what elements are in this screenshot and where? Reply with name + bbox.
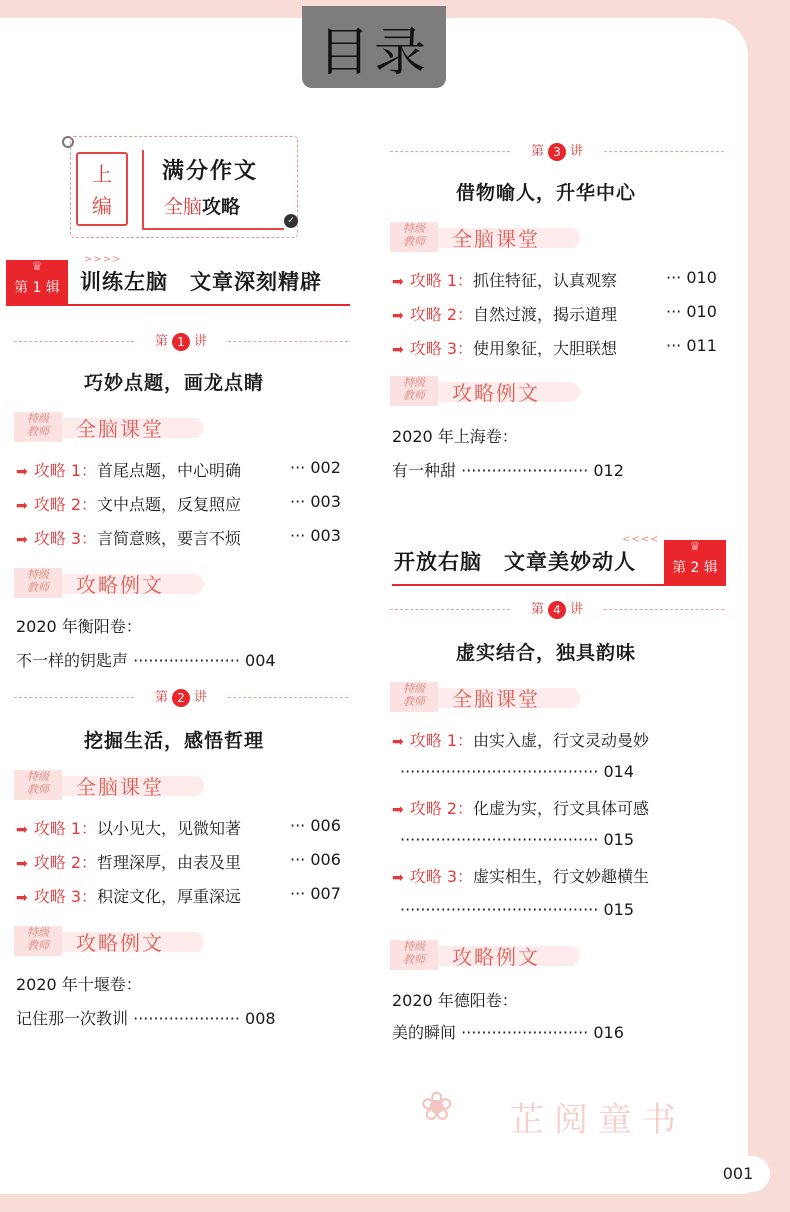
volume-subtitle-black: 攻略 — [202, 196, 241, 218]
lecture-3-strategy-1-page: ··· 010 — [666, 268, 717, 287]
page-number: 001 — [706, 1156, 770, 1192]
lecture-3-divider: 第 3 讲 — [390, 140, 724, 164]
arrow-right-icon: ➡ — [16, 890, 28, 906]
lecture-1-divider — [14, 330, 348, 354]
arrow-right-icon: ➡ — [392, 342, 404, 358]
volume-label-1: 上 — [92, 162, 112, 186]
lecture-1-title: 巧妙点题，画龙点睛 — [84, 372, 265, 394]
page-title: 目录 — [302, 6, 446, 88]
teacher-logo-icon: 特级 教师 — [14, 926, 62, 956]
volume-name-text: 满分作文 — [162, 159, 259, 184]
lecture-3-example-entry[interactable]: 有一种甜 ························· 012 — [392, 461, 624, 480]
arrow-right-icon: ➡ — [392, 870, 404, 886]
lecture-2-strategy-3-page: ··· 007 — [290, 884, 341, 903]
lecture-4-strategy-3[interactable]: ➡ 攻略 3：虚实相生，行文妙趣横生 — [392, 867, 650, 886]
watermark-text: 芷阅童书 — [510, 1100, 686, 1140]
series-1-title: 训练左脑 文章深刻精辟 — [80, 269, 322, 294]
lecture-4-strategy-3-page: ······································· 015 — [400, 900, 634, 919]
lecture-1-suffix: 讲 — [194, 334, 208, 349]
volume-name — [142, 150, 284, 230]
arrow-right-icon: ➡ — [16, 856, 28, 872]
arrow-right-icon: ➡ — [392, 802, 404, 818]
lecture-3-strategy-2[interactable]: ➡ 攻略 2：自然过渡，揭示道理 — [392, 305, 618, 324]
lecture-1-example-entry[interactable]: 不一样的钥匙声 ····················· 004 — [16, 651, 276, 670]
series-2-underline — [392, 584, 726, 586]
lecture-3-example-source: 2020 年上海卷： — [392, 427, 518, 446]
volume-subtitle-red: 全脑 — [164, 196, 203, 218]
arrow-right-icon: ➡ — [16, 822, 28, 838]
watermark — [420, 1084, 760, 1144]
series-1-header — [6, 254, 356, 304]
series-1-badge: ♛ 第 1 辑 — [6, 260, 68, 304]
arrow-right-icon: ➡ — [16, 532, 28, 548]
lecture-2-strategy-3[interactable]: ➡ 攻略 3：积淀文化，厚重深远 — [16, 887, 242, 906]
series-1-arrows: >>>> — [84, 254, 122, 265]
volume-label — [76, 152, 128, 226]
series-2-arrows: <<<< — [622, 534, 660, 545]
lecture-1-strategy-3[interactable]: ➡ 攻略 3：言简意赅，要言不烦 — [16, 529, 242, 548]
lecture-2-strategy-1-page: ··· 006 — [290, 816, 341, 835]
lecture-3-title: 借物喻人，升华中心 — [456, 182, 637, 204]
lecture-4-number: 4 — [548, 601, 566, 619]
teacher-logo-icon: 特级 教师 — [390, 376, 438, 406]
section-example-title: 攻略例文 — [76, 573, 164, 597]
lecture-4-example-source: 2020 年德阳卷： — [392, 991, 518, 1010]
bow-icon: ❀ — [420, 1084, 464, 1130]
arrow-right-icon: ➡ — [392, 308, 404, 324]
lecture-1-strategy-2-page: ··· 003 — [290, 492, 341, 511]
lecture-2-divider: 第 2 讲 — [14, 686, 348, 710]
arrow-right-icon: ➡ — [392, 734, 404, 750]
lecture-3-number: 3 — [548, 143, 566, 161]
lecture-2-strategy-1[interactable]: ➡ 攻略 1：以小见大，见微知著 — [16, 819, 242, 838]
teacher-logo-icon: 特级 教师 — [390, 682, 438, 712]
teacher-logo-icon: 特级 教师 — [14, 412, 62, 442]
lecture-2-strategy-2-page: ··· 006 — [290, 850, 341, 869]
lecture-4-strategy-2-page: ······································· 015 — [400, 830, 634, 849]
arrow-right-icon: ➡ — [16, 464, 28, 480]
lecture-4-strategy-2[interactable]: ➡ 攻略 2：化虚为实，行文具体可感 — [392, 799, 650, 818]
lecture-2-strategy-2[interactable]: ➡ 攻略 2：哲理深厚，由表及里 — [16, 853, 242, 872]
lecture-4-strategy-1-page: ······································· 014 — [400, 762, 634, 781]
series-2-title: 开放右脑 文章美妙动人 — [394, 549, 636, 574]
lecture-1-number: 1 — [172, 333, 190, 351]
series-2-header — [392, 534, 726, 584]
teacher-logo-icon: 特级 教师 — [14, 770, 62, 800]
teacher-logo-icon: 特级 教师 — [14, 568, 62, 598]
volume-label-2: 编 — [92, 194, 112, 218]
lecture-4-example-entry[interactable]: 美的瞬间 ························· 016 — [392, 1023, 624, 1042]
lecture-2-number: 2 — [172, 689, 190, 707]
series-2-badge: ♛ 第 2 辑 — [664, 540, 726, 584]
lecture-1-prefix: 第 — [154, 334, 168, 349]
lecture-4-title: 虚实结合，独具韵味 — [456, 642, 637, 664]
teacher-logo-icon: 特级 教师 — [390, 940, 438, 970]
volume-subtitle — [164, 192, 240, 219]
arrow-right-icon: ➡ — [16, 498, 28, 514]
lecture-3-strategy-3-page: ··· 011 — [666, 336, 717, 355]
lecture-1-example-source: 2020 年衡阳卷： — [16, 617, 142, 636]
lecture-1-strategy-3-page: ··· 003 — [290, 526, 341, 545]
lecture-2-example-source: 2020 年十堰卷： — [16, 975, 142, 994]
lecture-4-divider: 第 4 讲 — [390, 598, 724, 622]
arrow-right-icon: ➡ — [392, 274, 404, 290]
check-icon: ✓ — [284, 214, 298, 228]
volume-header — [70, 136, 298, 238]
teacher-logo-icon: 特级 教师 — [390, 222, 438, 252]
lecture-1-strategy-2[interactable]: ➡ 攻略 2：文中点题，反复照应 — [16, 495, 242, 514]
lecture-1-strategy-1[interactable]: ➡ 攻略 1：首尾点题，中心明确 — [16, 461, 242, 480]
lecture-2-title: 挖掘生活，感悟哲理 — [84, 730, 265, 752]
lecture-3-strategy-3[interactable]: ➡ 攻略 3：使用象征，大胆联想 — [392, 339, 618, 358]
lecture-3-strategy-1[interactable]: ➡ 攻略 1：抓住特征，认真观察 — [392, 271, 618, 290]
lecture-2-example-entry[interactable]: 记住那一次教训 ····················· 008 — [16, 1009, 276, 1028]
lecture-4-strategy-1[interactable]: ➡ 攻略 1：由实入虚，行文灵动曼妙 — [392, 731, 650, 750]
section-class-title: 全脑课堂 — [76, 417, 164, 441]
series-1-underline — [6, 304, 350, 306]
lecture-1-strategy-1-page: ··· 002 — [290, 458, 341, 477]
lecture-3-strategy-2-page: ··· 010 — [666, 302, 717, 321]
